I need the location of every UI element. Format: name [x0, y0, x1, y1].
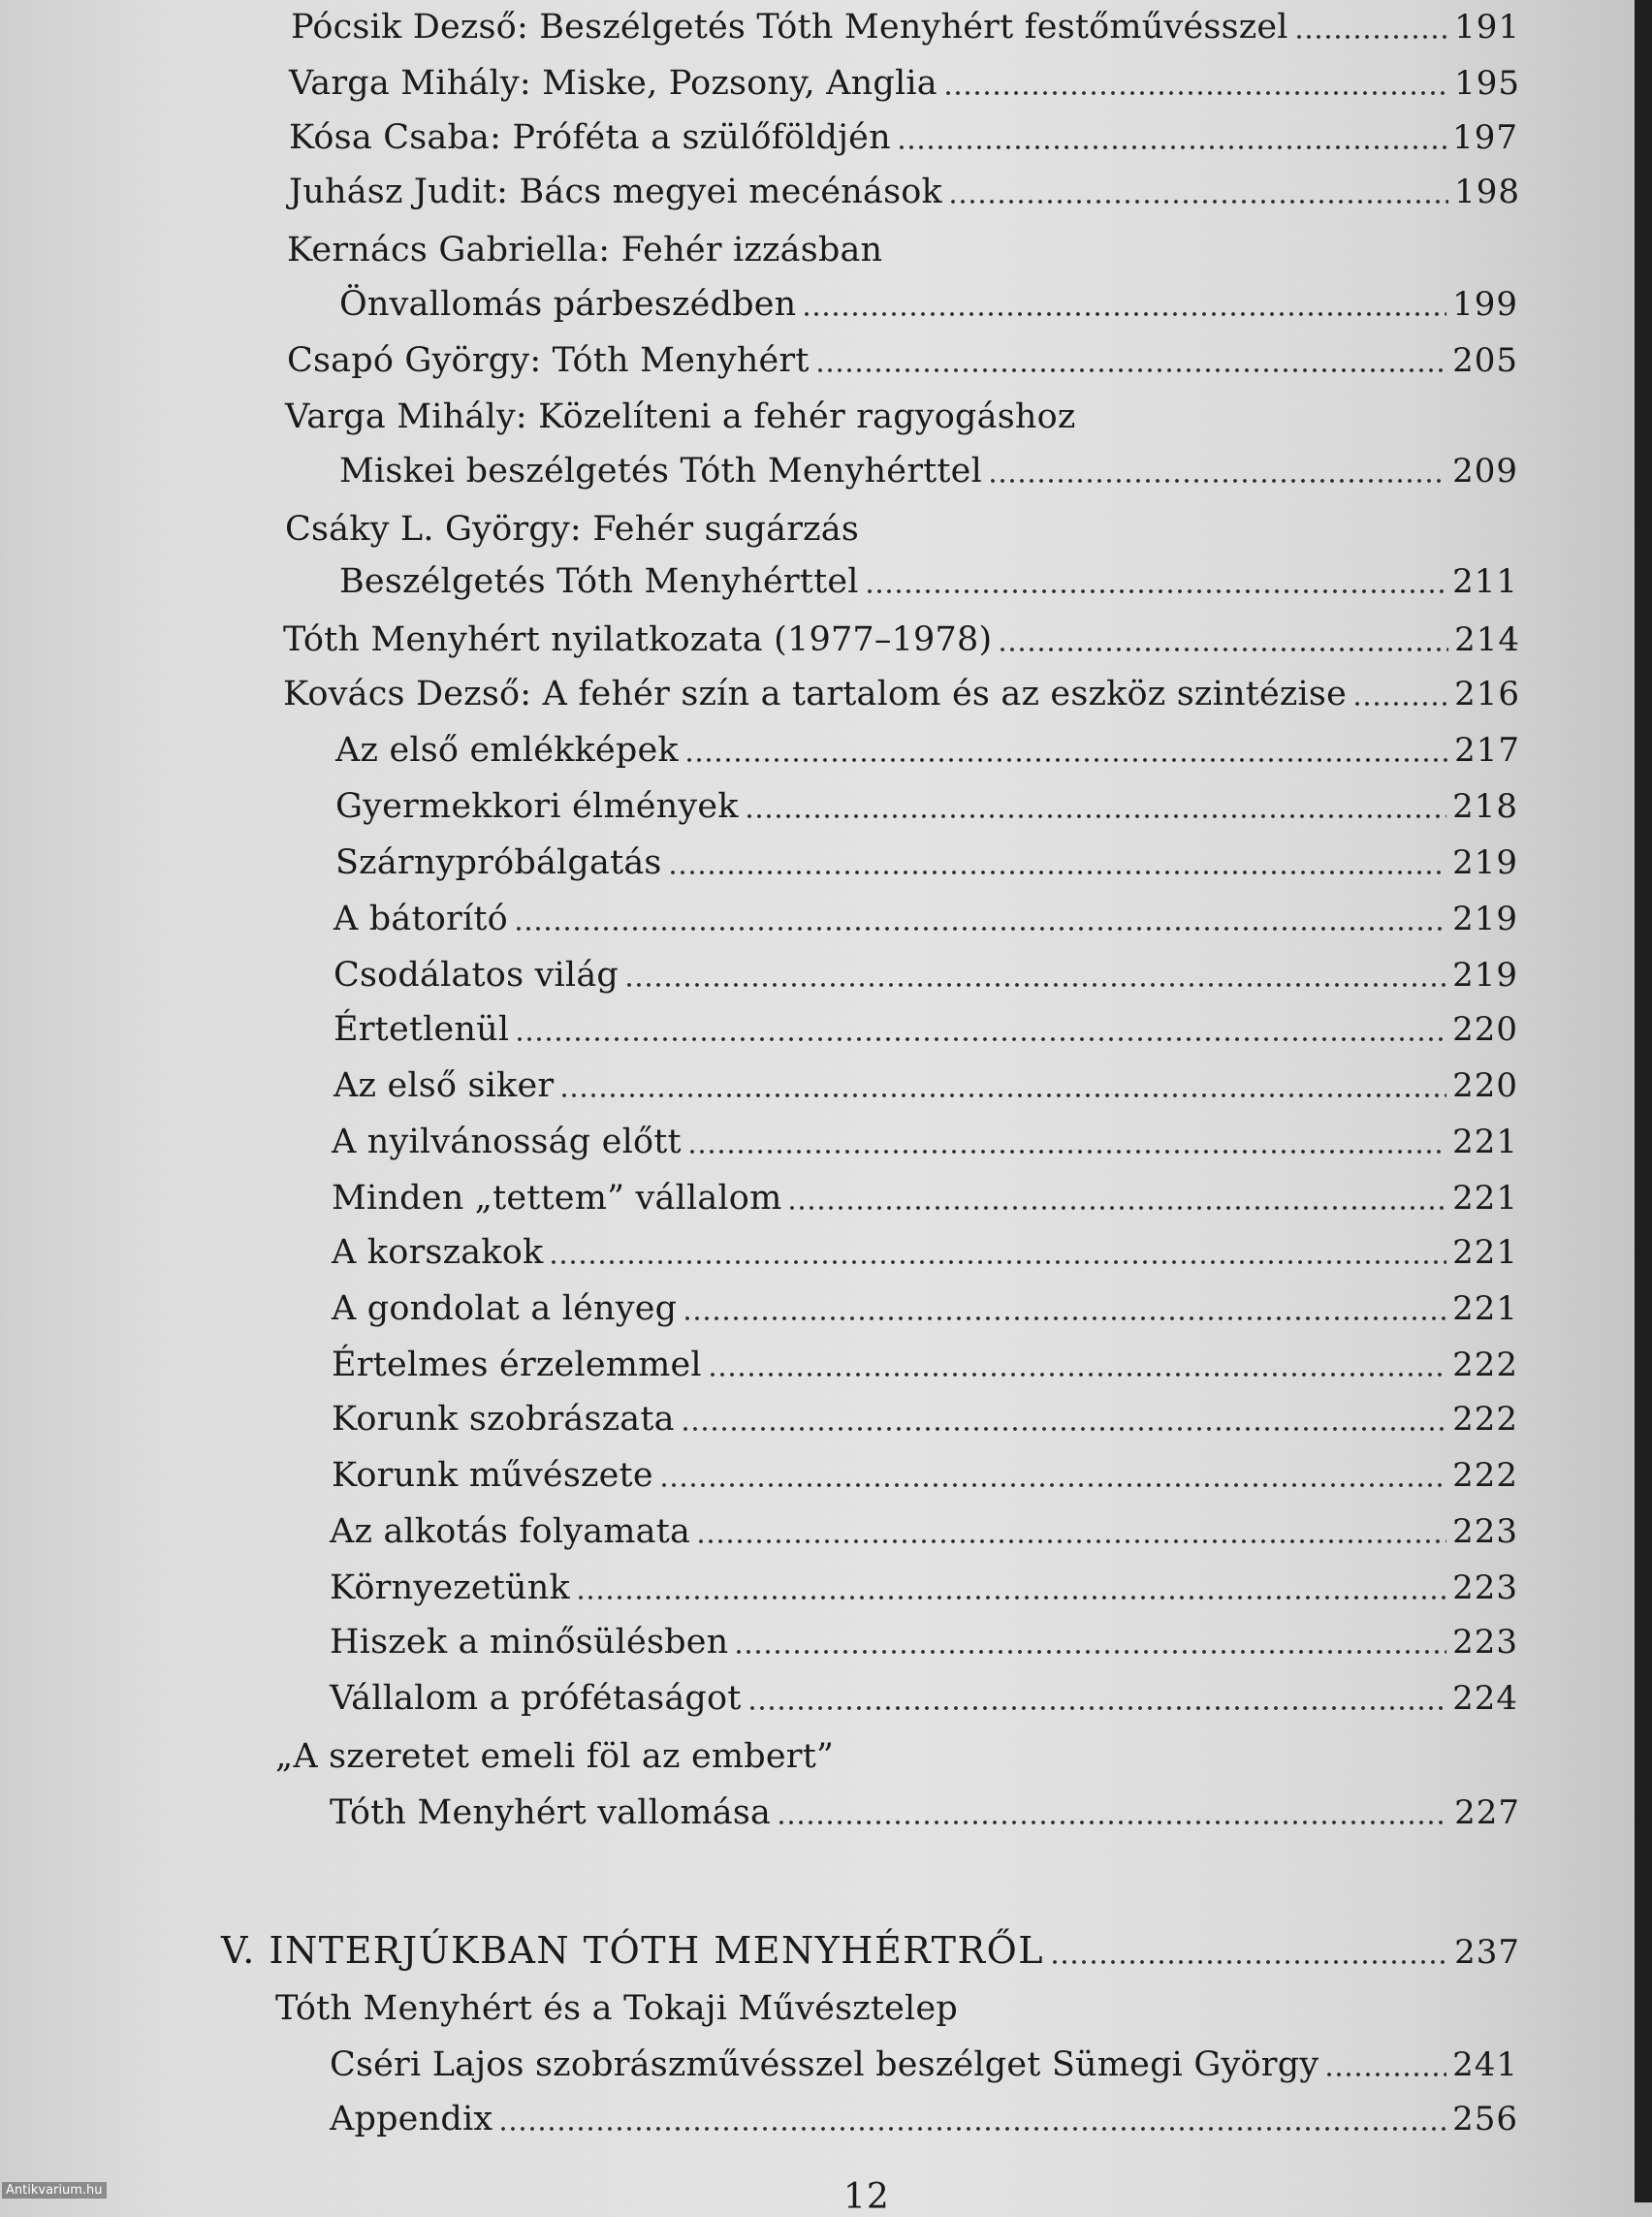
toc-entry[interactable]	[334, 898, 1518, 940]
toc-entry[interactable]	[330, 2043, 1518, 2086]
toc-entry-page: 223	[1452, 1512, 1518, 1551]
toc-entry-title: Az alkotás folyamata	[330, 1512, 691, 1551]
toc-entry-title: Csodálatos világ	[334, 956, 620, 995]
toc-entry-page: 224	[1452, 1679, 1518, 1718]
toc-entry-title: Önvallomás párbeszédben	[339, 285, 797, 324]
toc-entry-title: Hiszek a minősülésben	[330, 1623, 729, 1662]
toc-entry-title: Értetlenül	[334, 1010, 510, 1049]
toc-entry-page: 223	[1452, 1568, 1518, 1607]
toc-entry-title: Minden „tettem” vállalom	[332, 1179, 782, 1218]
leader-dots	[988, 478, 1446, 484]
watermark: Antikvarium.hu	[2, 2182, 107, 2199]
toc-entry[interactable]	[330, 1621, 1518, 1663]
toc-entry-page: 219	[1452, 956, 1518, 995]
leader-dots	[787, 1205, 1446, 1211]
toc-entry-title: Appendix	[330, 2100, 493, 2138]
toc-entry[interactable]	[332, 1287, 1518, 1330]
toc-entry[interactable]	[289, 116, 1518, 159]
leader-dots	[943, 90, 1448, 96]
page-number: 12	[843, 2177, 890, 2217]
toc-entry[interactable]	[330, 1567, 1518, 1609]
section-heading[interactable]	[221, 1929, 1520, 1974]
toc-entry-page: 214	[1454, 620, 1520, 659]
toc-entry[interactable]	[339, 450, 1518, 492]
toc-entry-page: 220	[1452, 1066, 1518, 1105]
toc-entry-page: 221	[1452, 1233, 1518, 1272]
toc-entry-page: 222	[1452, 1400, 1518, 1439]
toc-entry[interactable]	[283, 673, 1520, 715]
toc-entry-page: 197	[1452, 118, 1518, 157]
toc-entry-page: 195	[1454, 64, 1520, 103]
toc-entry-page: 221	[1452, 1289, 1518, 1328]
toc-entry-title: Csáky L. György: Fehér sugárzás	[285, 510, 860, 549]
toc-entry-title: A nyilvánosság előtt	[332, 1123, 682, 1161]
toc-entry-title: Korunk művészete	[332, 1456, 653, 1495]
leader-dots	[815, 367, 1447, 373]
toc-entry-page: 221	[1452, 1179, 1518, 1218]
leader-dots	[668, 870, 1447, 875]
toc-entry[interactable]	[335, 785, 1518, 828]
toc-entry-page: 237	[1454, 1933, 1520, 1972]
toc-entry-title: Beszélgetés Tóth Menyhérttel	[339, 562, 859, 601]
toc-entry-page: 219	[1452, 843, 1518, 882]
toc-entry-page: 198	[1454, 173, 1520, 211]
toc-entry[interactable]	[289, 62, 1520, 105]
toc-entry[interactable]	[332, 1454, 1518, 1497]
toc-entry-page: 222	[1452, 1456, 1518, 1495]
toc-entry-page: 219	[1452, 900, 1518, 938]
toc-entry-title: Pócsik Dezső: Beszélgetés Tóth Menyhért festőművésszel	[291, 8, 1288, 47]
leader-dots	[515, 1036, 1446, 1042]
toc-entry-title: Varga Mihály: Közelíteni a fehér ragyogáshoz	[285, 397, 1076, 436]
leader-dots	[745, 813, 1446, 819]
toc-entry-page: 223	[1452, 1623, 1518, 1662]
leader-dots	[708, 1372, 1446, 1378]
toc-entry[interactable]	[332, 1177, 1518, 1219]
toc-entry-page: 222	[1452, 1346, 1518, 1384]
toc-entry-heading[interactable]	[285, 396, 1076, 438]
leader-dots	[897, 144, 1446, 150]
toc-entry-title: Varga Mihály: Miske, Pozsony, Anglia	[289, 64, 937, 103]
toc-entry-page: 217	[1454, 731, 1520, 770]
leader-dots	[1294, 34, 1448, 40]
toc-entry-title: Értelmes érzelemmel	[332, 1346, 702, 1384]
toc-entry-page: 227	[1454, 1793, 1520, 1832]
toc-entry[interactable]	[339, 283, 1518, 326]
leader-dots	[948, 199, 1448, 205]
leader-dots	[865, 588, 1446, 594]
leader-dots	[624, 982, 1446, 988]
toc-entry-page: 205	[1452, 341, 1518, 380]
toc-entry-title: Vállalom a prófétaságot	[330, 1679, 742, 1718]
toc-entry-title: Csapó György: Tóth Menyhért	[287, 341, 810, 380]
toc-entry-page: 211	[1452, 562, 1518, 601]
toc-entry-page: 209	[1452, 452, 1518, 491]
toc-entry-title: Miskei beszélgetés Tóth Menyhérttel	[339, 452, 982, 491]
leader-dots	[1050, 1959, 1448, 1965]
toc-entry[interactable]	[291, 6, 1520, 48]
toc-entry-title: A korszakok	[332, 1233, 544, 1272]
leader-dots	[747, 1705, 1447, 1711]
toc-entry-title: Gyermekkori élmények	[335, 787, 739, 826]
toc-entry[interactable]	[339, 560, 1518, 603]
toc-entry-page: 220	[1452, 1010, 1518, 1049]
toc-entry[interactable]	[330, 1677, 1518, 1720]
toc-entry-title: Szárnypróbálgatás	[335, 843, 662, 882]
toc-entry-title: V. INTERJÚKBAN TÓTH MENYHÉRTRŐL	[221, 1929, 1044, 1972]
toc-entry-title: Tóth Menyhért nyilatkozata (1977–1978)	[283, 620, 993, 659]
toc-entry[interactable]	[332, 1231, 1518, 1274]
toc-entry-title: Cséri Lajos szobrászművésszel beszélget Sümegi György	[330, 2045, 1319, 2084]
leader-dots	[802, 311, 1446, 317]
toc-entry[interactable]	[283, 618, 1520, 661]
leader-dots	[659, 1482, 1446, 1488]
toc-entry-title: „A szeretet emeli föl az embert”	[275, 1737, 835, 1776]
toc-entry-heading[interactable]	[287, 229, 882, 271]
leader-dots	[498, 2126, 1446, 2132]
leader-dots	[1352, 701, 1448, 707]
toc-entry[interactable]	[334, 1008, 1518, 1051]
toc-entry-page: 216	[1454, 675, 1520, 713]
leader-dots	[576, 1595, 1446, 1600]
toc-entry[interactable]	[287, 339, 1518, 382]
toc-entry-page: 256	[1452, 2100, 1518, 2138]
toc-entry-heading[interactable]	[285, 508, 859, 551]
toc-entry-page: 199	[1452, 285, 1518, 324]
leader-dots	[681, 1426, 1446, 1432]
leader-dots	[998, 647, 1448, 652]
toc-entry[interactable]	[334, 954, 1518, 997]
toc-entry[interactable]	[332, 1121, 1518, 1163]
leader-dots	[559, 1093, 1446, 1098]
leader-dots	[549, 1259, 1446, 1265]
toc-entry-title: A gondolat a lényeg	[332, 1289, 678, 1328]
toc-entry[interactable]	[335, 841, 1518, 884]
toc-entry-title: Az első emlékképek	[335, 731, 679, 770]
leader-dots	[777, 1820, 1448, 1825]
toc-entry[interactable]	[330, 1791, 1520, 1834]
leader-dots	[687, 1149, 1446, 1155]
toc-entry-title: Kernács Gabriella: Fehér izzásban	[287, 231, 883, 269]
toc-entry-title: Juhász Judit: Bács megyei mecénások	[289, 173, 942, 211]
leader-dots	[684, 757, 1448, 763]
toc-entry-title: Kovács Dezső: A fehér szín a tartalom és az eszköz szintézise	[283, 675, 1347, 713]
toc-entry-heading[interactable]	[275, 1987, 958, 2030]
leader-dots	[514, 926, 1446, 932]
toc-entry-page: 241	[1452, 2045, 1518, 2084]
toc-entry[interactable]	[332, 1398, 1518, 1441]
toc-entry-page: 191	[1454, 8, 1520, 47]
toc-entry-title: Tóth Menyhért vallomása	[330, 1793, 772, 1832]
toc-entry-title: Környezetünk	[330, 1568, 570, 1607]
toc-entry-page: 221	[1452, 1123, 1518, 1161]
leader-dots	[683, 1315, 1446, 1321]
toc-entry[interactable]	[334, 1064, 1518, 1107]
toc-entry[interactable]	[332, 1344, 1518, 1386]
toc-entry[interactable]	[330, 2098, 1518, 2140]
toc-entry-title: Korunk szobrászata	[332, 1400, 675, 1439]
toc-entry[interactable]	[289, 171, 1520, 213]
toc-entry-title: Tóth Menyhért és a Tokaji Művésztelep	[275, 1989, 958, 2028]
toc-entry[interactable]	[335, 729, 1520, 772]
toc-entry-title: Az első siker	[334, 1066, 555, 1105]
toc-entry-page: 218	[1452, 787, 1518, 826]
toc-entry[interactable]	[330, 1510, 1518, 1553]
leader-dots	[1324, 2072, 1446, 2077]
toc-entry-title: Kósa Csaba: Próféta a szülőföldjén	[289, 118, 891, 157]
leader-dots	[696, 1538, 1446, 1544]
leader-dots	[734, 1649, 1446, 1655]
toc-entry-title: A bátorító	[334, 900, 508, 938]
toc-entry-heading[interactable]	[275, 1735, 834, 1778]
